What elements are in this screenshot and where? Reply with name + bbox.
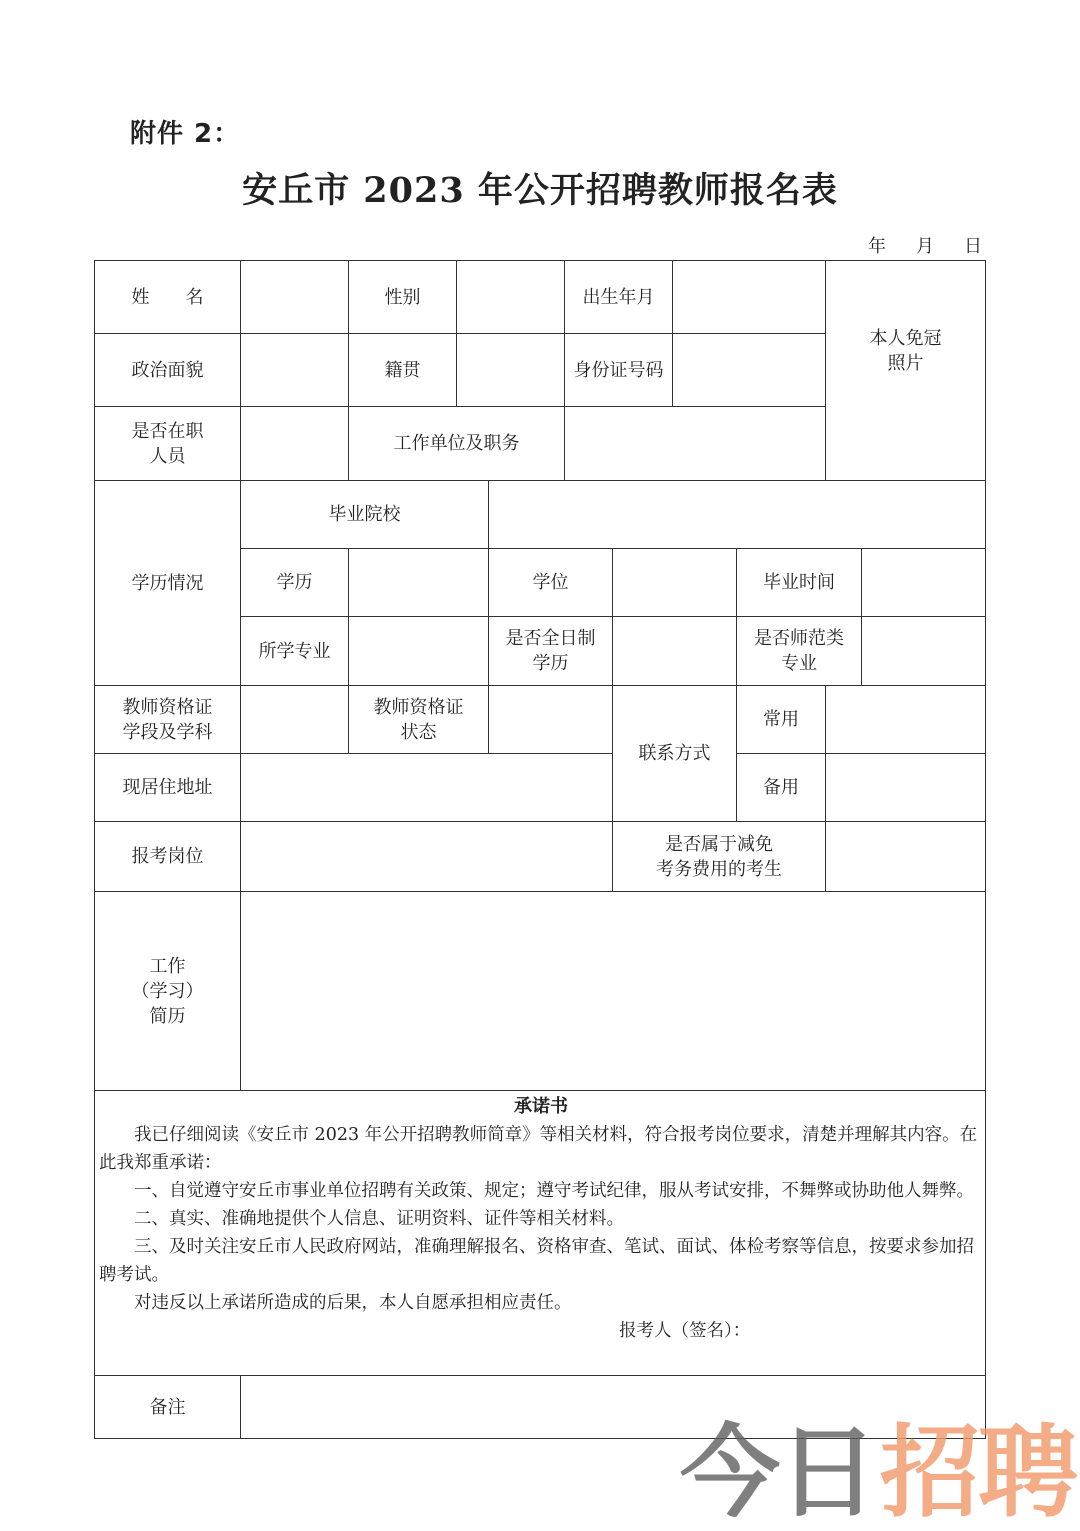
pledge-paragraph: 三、及时关注安丘市人民政府网站，准确理解报名、资格审查、笔试、面试、体检考察等信息，按要求参加招聘考试。: [99, 1237, 974, 1285]
resume-field[interactable]: [240, 891, 986, 1091]
date-year: 年: [868, 236, 886, 257]
contact-label: 联系方式: [612, 685, 737, 822]
pledge-paragraph: 一、自觉遵守安丘市事业单位招聘有关政策、规定；遵守考试纪律，服从考试安排，不舞弊或协助他人舞弊。: [134, 1181, 974, 1201]
pledge-paragraph: 我已仔细阅读《安丘市 2023 年公开招聘教师简章》等相关材料，符合报考岗位要求，清楚并理解其内容。在此我郑重承诺：: [99, 1125, 978, 1173]
normal-major-field[interactable]: [861, 616, 986, 686]
native-place-label: 籍贯: [348, 333, 457, 407]
gender-label: 性别: [348, 260, 457, 334]
normal-major-label: 是否师范类 专业: [736, 616, 862, 686]
fee-exempt-label: 是否属于减免 考务费用的考生: [612, 821, 826, 892]
native-place-field[interactable]: [456, 333, 565, 407]
address-label: 现居住地址: [94, 753, 241, 822]
gender-field[interactable]: [456, 260, 565, 334]
pledge-paragraph: 对违反以上承诺所造成的后果，本人自愿承担相应责任。: [134, 1293, 572, 1313]
pledge-paragraph: 二、真实、准确地提供个人信息、证明资料、证件等相关材料。: [134, 1209, 624, 1229]
attachment-label: 附件 2：: [130, 119, 241, 149]
employed-field[interactable]: [240, 406, 349, 481]
full-time-label: 是否全日制 学历: [488, 616, 613, 686]
contact-backup-field[interactable]: [825, 753, 986, 822]
school-field[interactable]: [488, 480, 986, 549]
education-label: 学历情况: [94, 480, 241, 686]
school-label: 毕业院校: [240, 480, 489, 549]
birth-label: 出生年月: [564, 260, 673, 334]
major-field[interactable]: [348, 616, 489, 686]
contact-main-label: 常用: [736, 685, 826, 754]
grad-time-label: 毕业时间: [736, 548, 862, 617]
form-title: 安丘市 2023 年公开招聘教师报名表: [242, 170, 838, 211]
full-time-field[interactable]: [612, 616, 737, 686]
position-field[interactable]: [240, 821, 613, 892]
degree-level-field[interactable]: [348, 548, 489, 617]
major-label: 所学专业: [240, 616, 349, 686]
id-number-label: 身份证号码: [564, 333, 673, 407]
pledge-section: [94, 1090, 986, 1376]
cert-status-field[interactable]: [488, 685, 613, 754]
id-number-field[interactable]: [672, 333, 826, 407]
contact-main-field[interactable]: [825, 685, 986, 754]
name-label: 姓 名: [94, 260, 241, 334]
grad-time-field[interactable]: [861, 548, 986, 617]
pledge-title: 承诺书: [514, 1096, 568, 1117]
date-month: 月: [916, 236, 934, 257]
cert-status-label: 教师资格证 状态: [348, 685, 489, 754]
degree-level-label: 学历: [240, 548, 349, 617]
signature-label[interactable]: 报考人（签名）：: [619, 1321, 751, 1341]
cert-subject-label: 教师资格证 学段及学科: [94, 685, 241, 754]
fee-exempt-field[interactable]: [825, 821, 986, 892]
political-label: 政治面貌: [94, 333, 241, 407]
address-field[interactable]: [240, 753, 613, 822]
work-unit-label: 工作单位及职务: [348, 406, 565, 481]
remarks-label: 备注: [94, 1375, 241, 1439]
work-unit-field[interactable]: [564, 406, 826, 481]
cert-subject-field[interactable]: [240, 685, 349, 754]
degree-field[interactable]: [612, 548, 737, 617]
political-field[interactable]: [240, 333, 349, 407]
date-day: 日: [964, 236, 982, 257]
resume-label: 工作 （学习） 简历: [94, 891, 241, 1091]
degree-label: 学位: [488, 548, 613, 617]
name-field[interactable]: [240, 260, 349, 334]
birth-field[interactable]: [672, 260, 826, 334]
photo-box[interactable]: 本人免冠 照片: [825, 260, 986, 481]
contact-backup-label: 备用: [736, 753, 826, 822]
employed-label: 是否在职 人员: [94, 406, 241, 481]
watermark-logo-part1: 今日: [680, 1414, 876, 1531]
position-label: 报考岗位: [94, 821, 241, 892]
watermark-logo-part2: 招聘: [880, 1414, 1076, 1531]
